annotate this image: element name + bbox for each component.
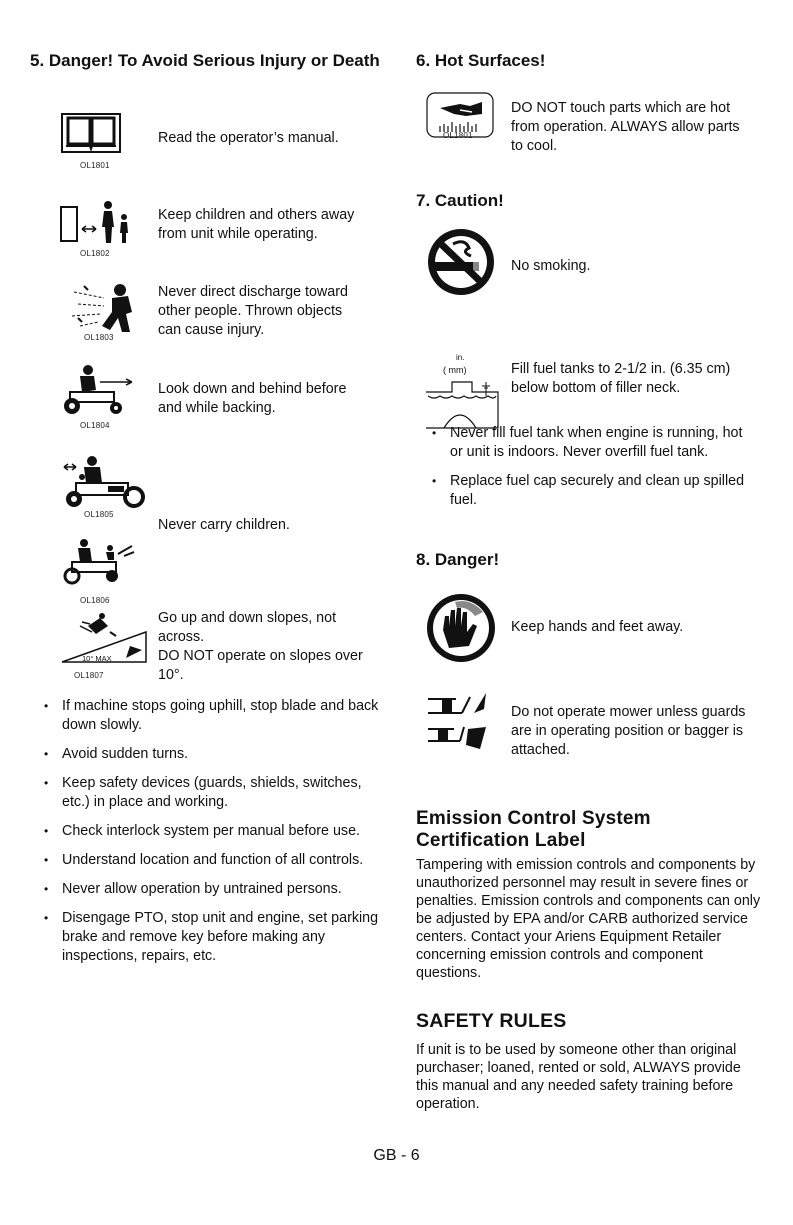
fuel-tank-icon <box>424 378 516 430</box>
list-item: • If machine stops going uphill, stop blade and back down slowly. <box>40 697 385 735</box>
emission-text: Tampering with emission controls and components by unauthorized personnel may result in severe fines or penalties. Emission controls and components can only be adjusted by EPA and/or CARB authorized service centers. Contact your Ariens Equipment Retailer concerning emission controls and component questions. <box>416 857 761 981</box>
mower-guard-icon <box>424 689 492 749</box>
icon-code: OL1807 <box>74 671 104 680</box>
list-item: • Check interlock system per manual before use. <box>40 822 385 841</box>
safety-bullet-list <box>40 697 385 976</box>
section-8-heading: 8. Danger! <box>416 550 500 569</box>
hot-surfaces-text: DO NOT touch parts which are hot from operation. ALWAYS allow parts to cool. <box>511 100 740 154</box>
list-item: • Replace fuel cap securely and clean up spilled fuel. <box>428 472 748 510</box>
carry-children-text: Never carry children. <box>158 517 290 533</box>
hand-injury-icon <box>425 592 497 664</box>
child-near-mower-icon <box>62 538 152 586</box>
carry-children-icon <box>62 455 152 510</box>
icon-code: OL1801 <box>443 131 473 140</box>
icon-code: OL1805 <box>84 510 114 519</box>
list-item: • Understand location and function of all controls. <box>40 851 385 870</box>
slopes-limit-text: DO NOT operate on slopes over 10°. <box>158 648 363 683</box>
icon-code: OL1804 <box>80 421 110 430</box>
emission-heading: Emission Control System Certification Label <box>416 808 651 851</box>
fuel-units-mm: ( mm) <box>443 365 467 375</box>
fuel-bullet-list <box>428 424 748 520</box>
keep-children-away-text: Keep children and others away from unit while operating. <box>158 207 355 242</box>
manual-icon <box>60 112 122 154</box>
look-behind-text: Look down and behind before and while backing. <box>158 381 347 416</box>
keep-hands-away-text: Keep hands and feet away. <box>511 619 684 635</box>
list-item: • Avoid sudden turns. <box>40 745 385 764</box>
mower-guard-text: Do not operate mower unless guards are in operating position or bagger is attached. <box>511 704 746 758</box>
read-manual-text: Read the operator’s manual. <box>158 130 339 146</box>
slopes-text: Go up and down slopes, not across. <box>158 610 337 645</box>
list-item: • Keep safety devices (guards, shields, switches, etc.) in place and working. <box>40 774 385 812</box>
list-item: • Never allow operation by untrained persons. <box>40 880 385 899</box>
fuel-fill-text: Fill fuel tanks to 2-1/2 in. (6.35 cm) below bottom of filler neck. <box>511 361 731 396</box>
thrown-objects-text: Never direct discharge toward other people. Thrown objects can cause injury. <box>158 284 348 338</box>
icon-code: OL1802 <box>80 249 110 258</box>
section-5-heading: 5. Danger! To Avoid Serious Injury or Death <box>30 51 380 70</box>
section-7-heading: 7. Caution! <box>416 191 504 210</box>
fuel-units-in: in. <box>456 353 465 362</box>
icon-code: OL1801 <box>80 161 110 170</box>
list-item: • Never fill fuel tank when engine is running, hot or unit is indoors. Never overfill fuel tank. <box>428 424 748 462</box>
look-behind-icon <box>60 364 155 416</box>
page-number: GB - 6 <box>373 1147 420 1164</box>
section-6-heading: 6. Hot Surfaces! <box>416 51 546 70</box>
safety-rules-text: If unit is to be used by someone other than original purchaser; loaned, rented or sold, ALWAYS provide this manual and any needed safety training before operation. <box>416 1042 741 1112</box>
list-item: • Disengage PTO, stop unit and engine, set parking brake and remove key before making any inspections, repairs, etc. <box>40 909 385 966</box>
thrown-objects-icon <box>70 278 150 338</box>
safety-rules-heading: SAFETY RULES <box>416 1010 567 1032</box>
icon-code: OL1806 <box>80 596 110 605</box>
no-smoking-text: No smoking. <box>511 258 591 274</box>
icon-code: OL1803 <box>84 333 114 342</box>
no-smoking-icon <box>425 226 497 298</box>
keep-away-icon <box>60 197 155 247</box>
slope-max-label: 10° MAX <box>82 654 112 663</box>
